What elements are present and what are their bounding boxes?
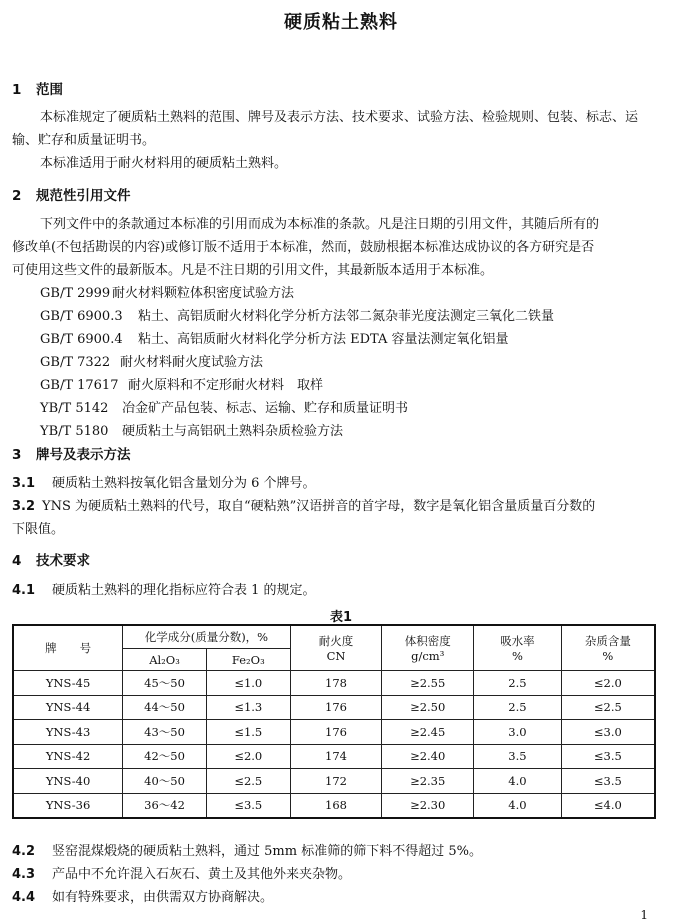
cell-al2o3: 45～50 [123,671,207,696]
cell-grade: YNS-40 [13,769,123,794]
reference-code: YB/T 5180 [40,424,109,439]
cell-refractoriness: 176 [290,720,382,745]
header-chemical-composition: 化学成分(质量分数)，% [123,625,291,649]
table-1 [12,624,656,819]
header-grade: 牌 号 [13,625,123,671]
clause-number: 3.2 [12,499,36,514]
clause-4-1 [12,579,316,598]
cell-al2o3: 40～50 [123,769,207,794]
cell-water-absorption: 4.0 [474,793,562,818]
clause-text: YNS 为硬质粘土熟料的代号，取自“硬粘熟”汉语拼音的首字母，数字是氧化铝含量质量百分数的 [42,499,596,514]
clause-4-2 [12,840,482,859]
cell-al2o3: 44～50 [123,695,207,720]
cell-grade: YNS-42 [13,744,123,769]
section-2-heading [12,184,131,204]
cell-water-absorption: 3.5 [474,744,562,769]
clause-number: 4.1 [12,583,36,598]
reference-title: 耐火原料和不定形耐火材料 取样 [128,378,324,393]
clause-number: 3.1 [12,476,36,491]
clause-text: 产品中不允许混入石灰石、黄土及其他外来夹杂物。 [52,867,352,882]
cell-al2o3: 36～42 [123,793,207,818]
cell-impurity: ≤3.5 [561,744,655,769]
header-water-absorption-unit: % [511,649,523,663]
paragraph-line: 本标准规定了硬质粘土熟料的范围、牌号及表示方法、技术要求、试验方法、检验规则、包装、标志、运 [40,110,639,125]
section-4-heading [12,549,90,569]
reference-item [40,328,509,347]
cell-fe2o3: ≤1.3 [206,695,290,720]
clause-3-1 [12,472,316,491]
cell-grade: YNS-43 [13,720,123,745]
cell-impurity: ≤2.0 [561,671,655,696]
reference-item [40,282,294,301]
reference-title: 冶金矿产品包装、标志、运输、贮存和质量证明书 [122,401,409,416]
section-title: 牌号及表示方法 [36,447,131,463]
paragraph-line: 输、贮存和质量证明书。 [12,133,156,148]
cell-al2o3: 42～50 [123,744,207,769]
cell-water-absorption: 3.0 [474,720,562,745]
cell-refractoriness: 168 [290,793,382,818]
table-row [13,793,655,818]
header-water-absorption-label: 吸水率 [500,634,535,648]
section-title: 技术要求 [36,553,90,569]
clause-number: 4.4 [12,890,36,905]
cell-bulk-density: ≥2.55 [382,671,474,696]
section-1-heading [12,78,63,98]
reference-title: 粘土、高铝质耐火材料化学分析方法邻二氮杂菲光度法测定三氧化二铁量 [138,309,555,324]
cell-impurity: ≤3.0 [561,720,655,745]
reference-item [40,420,343,439]
reference-item [40,374,323,393]
paragraph-line: 可使用这些文件的最新版本。凡是不注日期的引用文件，其最新版本适用于本标准。 [12,263,494,278]
cell-impurity: ≤2.5 [561,695,655,720]
header-water-absorption [474,625,562,671]
reference-title: 耐火材料颗粒体积密度试验方法 [112,286,295,301]
clause-4-4 [12,886,273,905]
table-body [13,671,655,819]
clause-3-2 [12,495,595,514]
page-number: 1 [640,908,648,922]
paragraph-line: 下限值。 [12,522,65,537]
reference-title: 粘土、高铝质耐火材料化学分析方法 EDTA 容量法测定氧化铝量 [138,332,509,347]
header-bulk-density [382,625,474,671]
cell-bulk-density: ≥2.35 [382,769,474,794]
clause-text: 硬质粘土熟料的理化指标应符合表 1 的规定。 [52,583,316,598]
table-row [13,744,655,769]
cell-fe2o3: ≤1.5 [206,720,290,745]
paragraph-line: 下列文件中的条款通过本标准的引用而成为本标准的条款。凡是注日期的引用文件，其随后所有的 [40,217,600,232]
reference-item [40,305,554,324]
reference-title: 耐火材料耐火度试验方法 [120,355,264,370]
cell-refractoriness: 174 [290,744,382,769]
clause-number: 4.3 [12,867,36,882]
cell-bulk-density: ≥2.30 [382,793,474,818]
clause-text: 如有特殊要求，由供需双方协商解决。 [52,890,274,905]
reference-code: YB/T 5142 [40,401,109,416]
section-title: 范围 [36,82,63,98]
cell-fe2o3: ≤3.5 [206,793,290,818]
cell-fe2o3: ≤1.0 [206,671,290,696]
table-row [13,671,655,696]
cell-refractoriness: 176 [290,695,382,720]
section-title: 规范性引用文件 [36,188,131,204]
header-impurity-unit: % [602,649,614,663]
clause-4-3 [12,863,351,882]
cell-fe2o3: ≤2.0 [206,744,290,769]
clause-text: 硬质粘土熟料按氧化铝含量划分为 6 个牌号。 [52,476,316,491]
section-3-heading [12,443,131,463]
cell-impurity: ≤3.5 [561,769,655,794]
header-refractoriness-unit: CN [326,649,346,663]
reference-item [40,351,263,370]
header-impurity [561,625,655,671]
header-impurity-label: 杂质含量 [584,634,631,648]
clause-number: 4.2 [12,844,36,859]
header-refractoriness-label: 耐火度 [318,634,354,648]
table-caption: 表1 [329,610,353,625]
cell-water-absorption: 2.5 [474,671,562,696]
cell-water-absorption: 2.5 [474,695,562,720]
page-title: 硬质粘土熟料 [284,12,398,33]
cell-refractoriness: 178 [290,671,382,696]
reference-code: GB/T 6900.4 [40,332,123,347]
paragraph-line: 修改单(不包括勘误的内容)或修订版不适用于本标准，然而，鼓励根据本标准达成协议的各方研究是否 [12,240,595,255]
reference-title: 硬质粘土与高铝矾土熟料杂质检验方法 [122,424,344,439]
cell-bulk-density: ≥2.40 [382,744,474,769]
section-number: 3 [12,447,22,463]
header-fe2o3: Fe₂O₃ [206,649,290,671]
table-row [13,769,655,794]
section-number: 4 [12,553,22,569]
reference-code: GB/T 2999 [40,286,111,301]
section-number: 1 [12,82,22,98]
header-refractoriness [290,625,382,671]
cell-refractoriness: 172 [290,769,382,794]
reference-code: GB/T 6900.3 [40,309,123,324]
cell-bulk-density: ≥2.50 [382,695,474,720]
header-bulk-density-label: 体积密度 [404,634,451,648]
reference-code: GB/T 17617 [40,378,119,393]
table-row [13,720,655,745]
table-row [13,695,655,720]
cell-grade: YNS-36 [13,793,123,818]
paragraph-line: 本标准适用于耐火材料用的硬质粘土熟料。 [40,156,288,171]
cell-water-absorption: 4.0 [474,769,562,794]
header-al2o3: Al₂O₃ [123,649,207,671]
section-number: 2 [12,188,22,204]
reference-code: GB/T 7322 [40,355,111,370]
cell-impurity: ≤4.0 [561,793,655,818]
reference-item [40,397,408,416]
cell-grade: YNS-45 [13,671,123,696]
cell-fe2o3: ≤2.5 [206,769,290,794]
cell-bulk-density: ≥2.45 [382,720,474,745]
cell-grade: YNS-44 [13,695,123,720]
cell-al2o3: 43～50 [123,720,207,745]
clause-text: 竖窑混煤煅烧的硬质粘土熟料，通过 5mm 标准筛的筛下料不得超过 5%。 [52,844,482,859]
header-bulk-density-unit: g/cm³ [411,649,445,663]
